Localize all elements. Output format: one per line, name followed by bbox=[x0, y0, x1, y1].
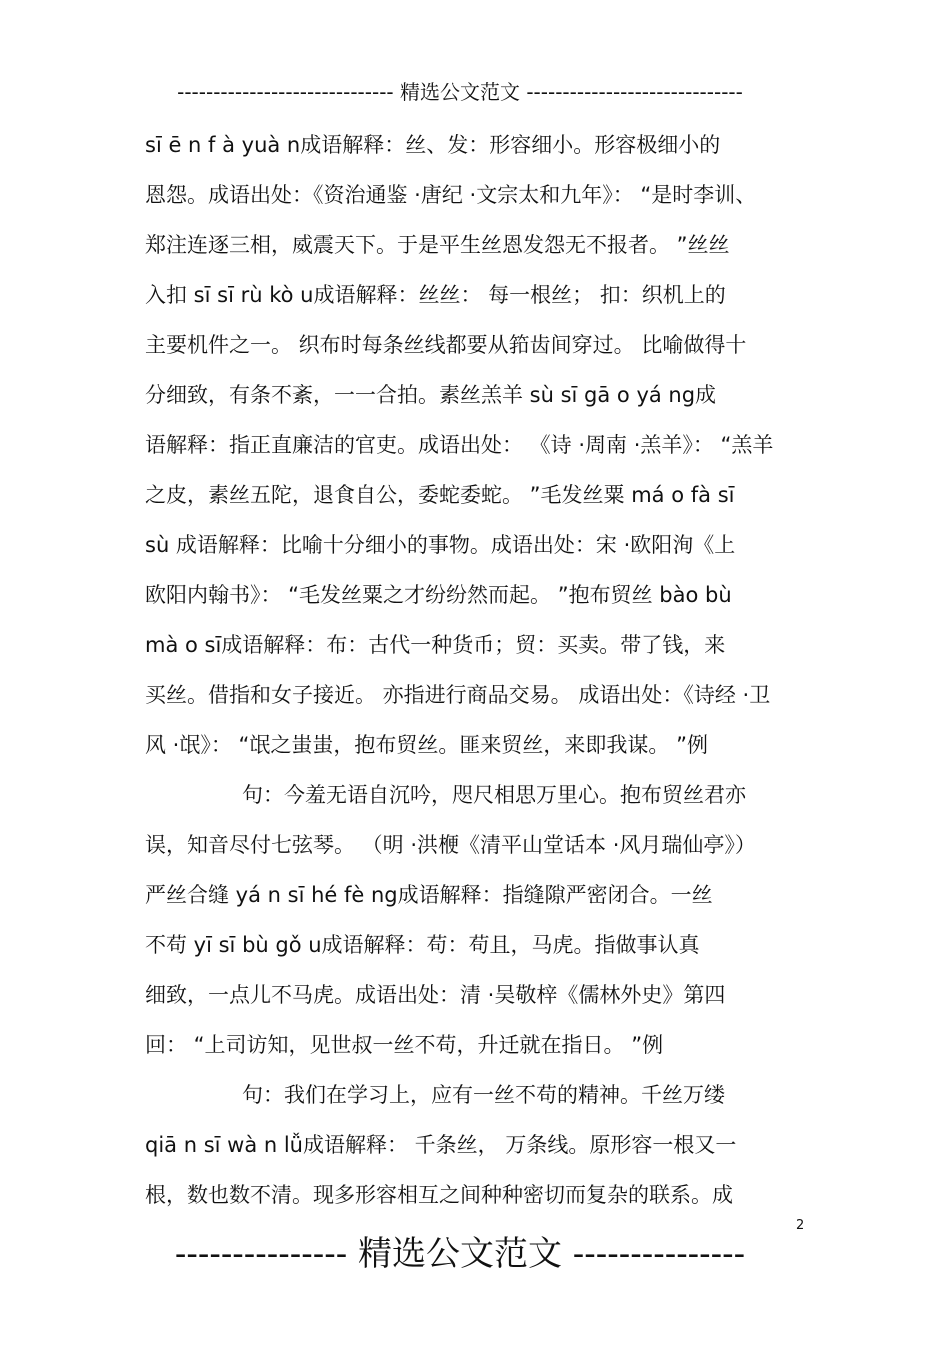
text-line: 回： “上司访知，见世叔一丝不苟，升迁就在指日。 ”例 bbox=[145, 1033, 664, 1057]
text-line: sù 成语解释：比喻十分细小的事物。成语出处：宋 ·欧阳洵《上 bbox=[145, 533, 736, 557]
example-sentence-line: 句：今羞无语自沉吟，咫尺相思万里心。抱布贸丝君亦 bbox=[242, 783, 746, 807]
text-line: 风 ·氓》： “氓之蚩蚩，抱布贸丝。匪来贸丝，来即我谋。 ”例 bbox=[145, 733, 708, 757]
page-number: 2 bbox=[796, 1218, 805, 1233]
text-line: 之皮，素丝五陀，退食自公，委蛇委蛇。 ”毛发丝粟 má o fà sī bbox=[145, 483, 735, 507]
page-footer: --------------- 精选公文范文 --------------- bbox=[174, 1234, 746, 1274]
idiom-text-body bbox=[145, 120, 813, 1220]
text-line: 误，知音尽付七弦琴。 （明 ·洪楩《清平山堂话本 ·风月瑞仙亭》） bbox=[145, 833, 756, 857]
text-line: 入扣 sī sī rù kò u成语解释：丝丝： 每一根丝； 扣：织机上的 bbox=[145, 283, 726, 307]
text-line: 分细致，有条不紊，一一合拍。素丝羔羊 sù sī gā o yá ng成 bbox=[145, 383, 717, 407]
text-line: 欧阳内翰书》： “毛发丝粟之才纷纷然而起。 ”抱布贸丝 bào bù bbox=[145, 583, 732, 607]
text-line: 根，数也数不清。现多形容相互之间种种密切而复杂的联系。成 bbox=[145, 1183, 733, 1207]
text-line: 郑注连逐三相，威震天下。于是平生丝恩发怨无不报者。 ”丝丝 bbox=[145, 233, 730, 257]
text-line: 细致，一点儿不马虎。成语出处：清 ·吴敬梓《儒林外史》第四 bbox=[145, 983, 726, 1007]
example-sentence-line: 句：我们在学习上，应有一丝不苟的精神。千丝万缕 bbox=[242, 1083, 725, 1107]
text-line: 不苟 yī sī bù gǒ u成语解释：苟：苟且，马虎。指做事认真 bbox=[145, 933, 700, 957]
text-line: sī ē n f à yuà n成语解释：丝、发：形容细小。形容极细小的 bbox=[145, 133, 721, 157]
text-line: 主要机件之一。 织布时每条丝线都要从筘齿间穿过。 比喻做得十 bbox=[145, 333, 747, 357]
text-line: 买丝。借指和女子接近。 亦指进行商品交易。 成语出处：《诗经 ·卫 bbox=[145, 683, 771, 707]
page-header: ------------------------------ 精选公文范文 ------------------------------ bbox=[177, 80, 743, 104]
text-line: 语解释：指正直廉洁的官吏。成语出处： 《诗 ·周南 ·羔羊》： “羔羊 bbox=[145, 433, 774, 457]
text-line: mà o sī成语解释：布：古代一种货币；贸：买卖。带了钱，来 bbox=[145, 633, 726, 657]
text-line: 严丝合缝 yá n sī hé fè ng成语解释：指缝隙严密闭合。一丝 bbox=[145, 883, 713, 907]
text-line: qiā n sī wà n lǚ成语解释： 千条丝， 万条线。原形容一根又一 bbox=[145, 1133, 737, 1157]
text-line: 恩怨。成语出处：《资治通鉴 ·唐纪 ·文宗太和九年》： “是时李训、 bbox=[145, 183, 757, 207]
